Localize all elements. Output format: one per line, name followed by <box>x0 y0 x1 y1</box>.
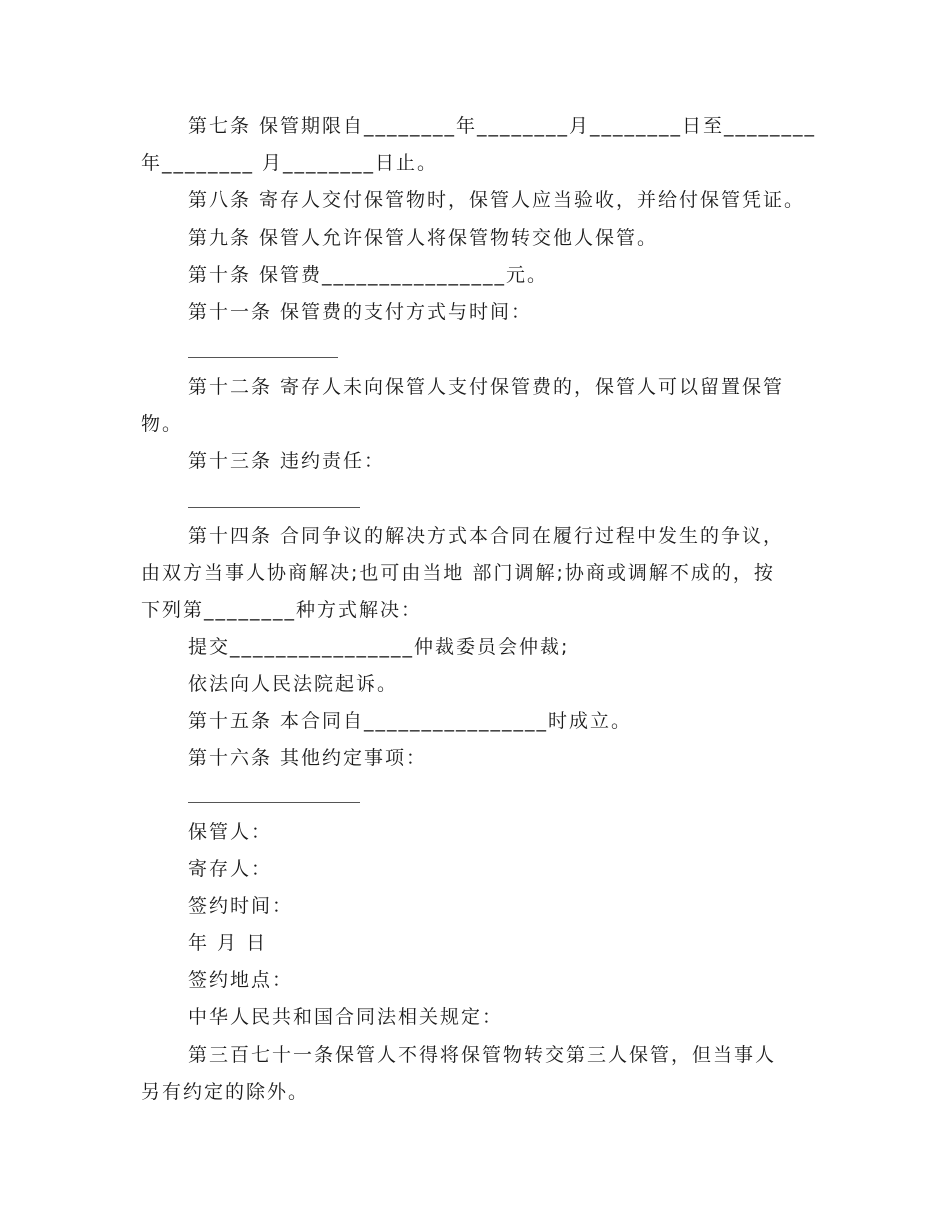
signing-time-label: 签约时间： <box>188 895 294 917</box>
article-371-line-1: 第三百七十一条保管人不得将保管物转交第三人保管，但当事人 <box>188 1044 777 1066</box>
depositor-signature-label: 寄存人： <box>188 858 273 880</box>
article-12-line-1: 第十二条 寄存人未向保管人支付保管费的，保管人可以留置保管 <box>188 376 785 398</box>
article-10: 第十条 保管费________________元。 <box>188 264 549 286</box>
arbitration-option: 提交________________仲裁委员会仲裁; <box>188 636 570 658</box>
contract-law-heading: 中华人民共和国合同法相关规定： <box>188 1006 504 1028</box>
article-14-line-2: 由双方当事人协商解决;也可由当地 部门调解;协商或调解不成的，按 <box>141 562 775 584</box>
article-14-line-1: 第十四条 合同争议的解决方式本合同在履行过程中发生的争议， <box>188 525 785 547</box>
article-9: 第九条 保管人允许保管人将保管物转交他人保管。 <box>188 227 659 249</box>
article-11: 第十一条 保管费的支付方式与时间： <box>188 301 533 323</box>
article-7-line-1: 第七条 保管期限自________年________月________日至________ <box>188 115 817 137</box>
signing-date: 年 月 日 <box>188 932 268 954</box>
article-7-line-2: 年________ 月________日止。 <box>141 152 439 174</box>
custodian-signature-label: 保管人： <box>188 821 273 843</box>
article-13-blank <box>188 507 360 508</box>
article-16-blank <box>188 802 360 803</box>
article-14-line-3: 下列第________种方式解决： <box>141 599 423 621</box>
article-11-blank <box>188 357 338 358</box>
article-12-line-2: 物。 <box>141 413 184 435</box>
article-8: 第八条 寄存人交付保管物时，保管人应当验收，并给付保管凭证。 <box>188 189 806 211</box>
article-15: 第十五条 本合同自________________时成立。 <box>188 710 633 732</box>
signing-place-label: 签约地点： <box>188 969 294 991</box>
article-371-line-2: 另有约定的除外。 <box>141 1081 310 1103</box>
article-13: 第十三条 违约责任： <box>188 450 386 472</box>
litigation-option: 依法向人民法院起诉。 <box>188 673 399 695</box>
article-16: 第十六条 其他约定事项： <box>188 747 428 769</box>
